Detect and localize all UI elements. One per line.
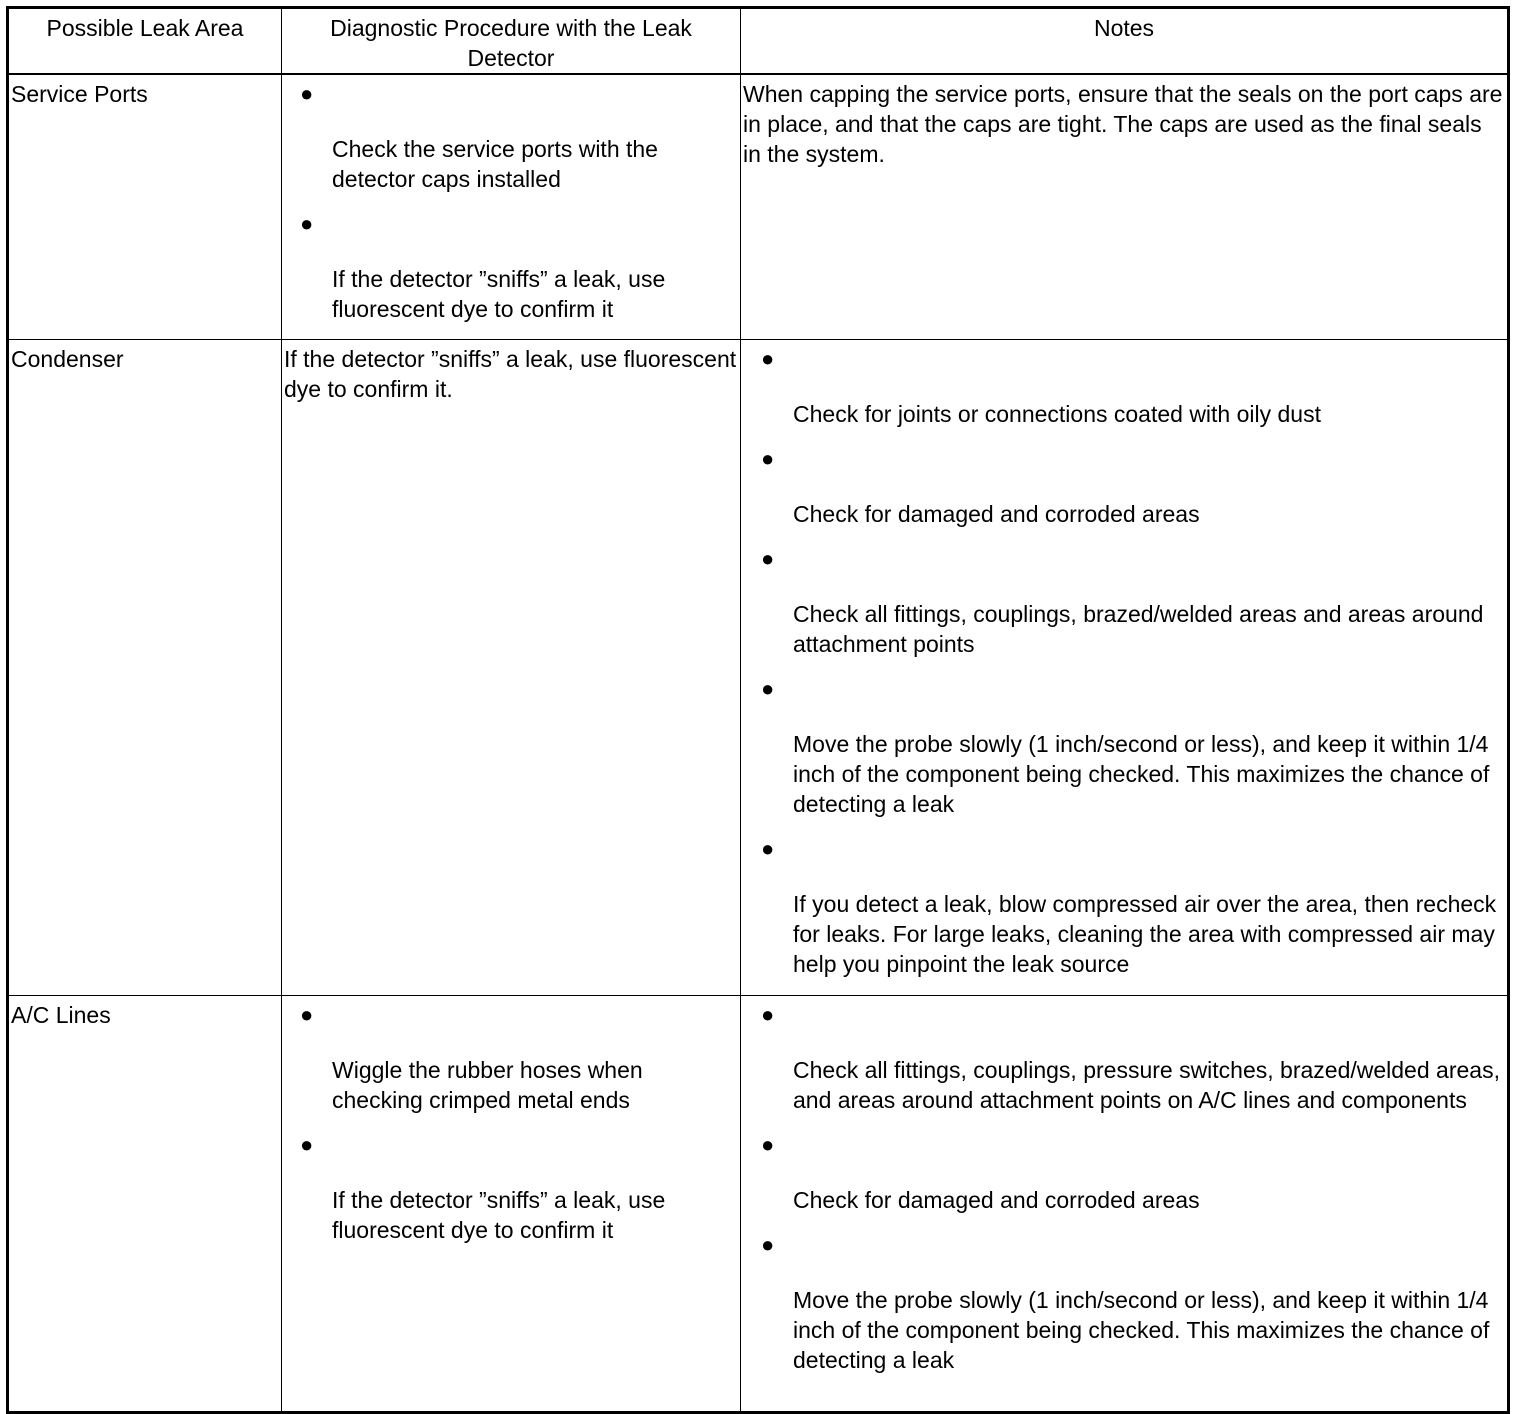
bullet-icon: ● (761, 1232, 775, 1257)
bullet-icon: ● (761, 836, 775, 861)
bullet-icon: ● (300, 1002, 314, 1027)
header-notes: Notes (741, 8, 1509, 75)
list-item (284, 1000, 738, 1115)
list-item (743, 444, 1505, 529)
bullet-icon: ● (761, 676, 775, 701)
list-item (284, 79, 738, 194)
list-item (284, 1130, 738, 1245)
notes-bullet-list (743, 1000, 1505, 1375)
list-item (743, 1000, 1505, 1115)
list-item-text: Check for joints or connections coated with oily dust (793, 401, 1321, 427)
bullet-icon: ● (761, 546, 775, 571)
table-header-row (8, 8, 1509, 75)
list-item (743, 834, 1505, 979)
notes-bullet-list (743, 344, 1505, 979)
list-item-text: Wiggle the rubber hoses when checking crimped metal ends (332, 1057, 643, 1113)
bullet-icon: ● (761, 1002, 775, 1027)
list-item-text: Move the probe slowly (1 inch/second or less), and keep it within 1/4 inch of the component being checked. This maximizes the chance of detecting a leak (793, 1287, 1490, 1373)
list-item (743, 1230, 1505, 1375)
list-item-text: Check for damaged and corroded areas (793, 501, 1200, 527)
list-item-text: Check for damaged and corroded areas (793, 1187, 1200, 1213)
list-item (743, 1130, 1505, 1215)
bullet-icon: ● (761, 346, 775, 371)
table-row-condenser (8, 340, 1509, 996)
list-item-text: Check the service ports with the detector caps installed (332, 136, 658, 192)
procedure-bullet-list (284, 79, 738, 324)
cell-area: A/C Lines (8, 996, 282, 1413)
table-row-ac-lines (8, 996, 1509, 1413)
cell-area: Service Ports (8, 74, 282, 340)
list-item-text: If you detect a leak, blow compressed air over the area, then recheck for leaks. For large leaks, cleaning the area with compressed air may help you pinpoint the leak source (793, 891, 1497, 977)
list-item-text: Check all fittings, couplings, pressure switches, brazed/welded areas, and areas around attachment points on A/C lines and components (793, 1057, 1500, 1113)
cell-area: Condenser (8, 340, 282, 996)
list-item-text: If the detector ”sniffs” a leak, use fluorescent dye to confirm it (332, 266, 666, 322)
bullet-icon: ● (761, 446, 775, 471)
cell-notes: When capping the service ports, ensure that the seals on the port caps are in place, and that the caps are tight. The caps are used as the final seals in the system. (741, 74, 1509, 340)
list-item-text: Check all fittings, couplings, brazed/welded areas and areas around attachment points (793, 601, 1484, 657)
cell-procedure: If the detector ”sniffs” a leak, use fluorescent dye to confirm it. (282, 340, 741, 996)
table-row-service-ports (8, 74, 1509, 340)
list-item (284, 209, 738, 324)
list-item (743, 544, 1505, 659)
list-item (743, 674, 1505, 819)
list-item-text: Move the probe slowly (1 inch/second or less), and keep it within 1/4 inch of the component being checked. This maximizes the chance of detecting a leak (793, 731, 1490, 817)
procedure-bullet-list (284, 1000, 738, 1245)
bullet-icon: ● (300, 1132, 314, 1157)
bullet-icon: ● (300, 211, 314, 236)
cell-procedure (282, 996, 741, 1413)
header-diagnostic-procedure: Diagnostic Procedure with the Leak Detector (282, 8, 741, 75)
header-possible-leak-area: Possible Leak Area (8, 8, 282, 75)
cell-procedure (282, 74, 741, 340)
bullet-icon: ● (761, 1132, 775, 1157)
list-item (743, 344, 1505, 429)
list-item-text: If the detector ”sniffs” a leak, use fluorescent dye to confirm it (332, 1187, 666, 1243)
cell-notes (741, 340, 1509, 996)
leak-diagnosis-table (6, 6, 1510, 1414)
cell-notes (741, 996, 1509, 1413)
bullet-icon: ● (300, 81, 314, 106)
